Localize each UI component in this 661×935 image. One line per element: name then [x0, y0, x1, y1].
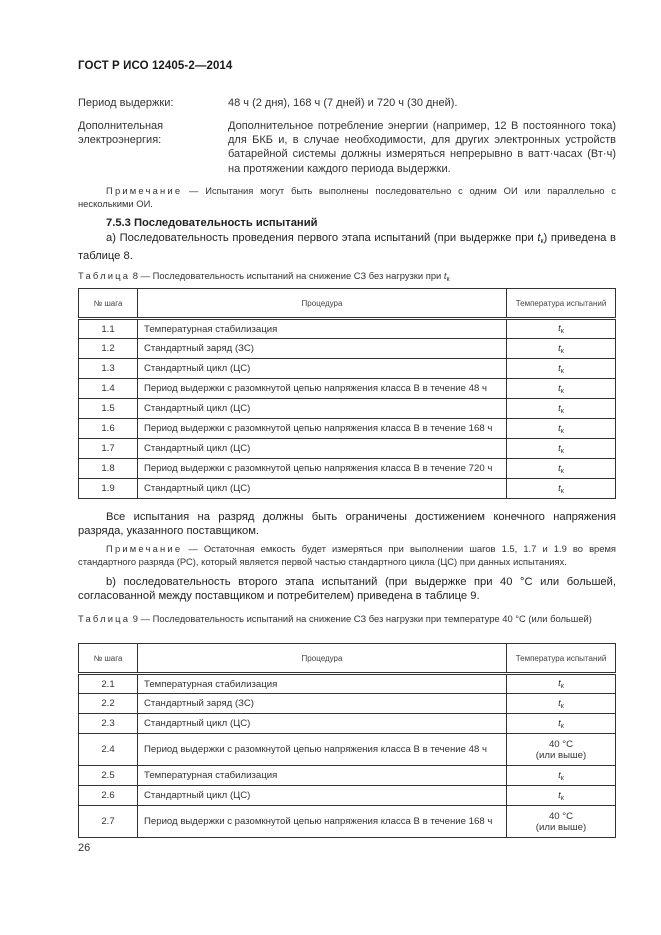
- t-symbol: t: [558, 342, 561, 354]
- procedure-cell: Стандартный цикл (ЦС): [138, 359, 507, 379]
- temp-cell: [507, 479, 616, 499]
- caption-label: Таблица: [78, 270, 131, 281]
- header-temperature: Температура испытаний: [507, 289, 616, 319]
- t-symbol: t: [558, 382, 561, 394]
- t-subscript: к: [560, 722, 564, 730]
- procedure-cell: Стандартный цикл (ЦС): [138, 439, 507, 459]
- procedure-cell: Стандартный заряд (ЗС): [138, 694, 507, 714]
- step-cell: 1.5: [79, 399, 138, 419]
- temp-cell: [507, 459, 616, 479]
- caption-text: — Последовательность испытаний на снижение СЗ без нагрузки при температуре 40 °С (или большей): [138, 613, 592, 624]
- t-subscript: к: [560, 702, 564, 710]
- temp-cell: [507, 806, 616, 838]
- temp-cell: [507, 786, 616, 806]
- t-symbol: t: [558, 769, 561, 781]
- note-residual-capacity: [78, 543, 616, 568]
- procedure-cell: Температурная стабилизация: [138, 319, 507, 339]
- note-text: — Остаточная емкость будет измеряться при выполнении шагов 1.5, 1.7 и 1.9 во время стандартного разряда (РС), который является первой частью стандартного цикла (ЦС) при данных испытаниях.: [78, 543, 616, 567]
- t-subscript: к: [540, 238, 544, 245]
- step-cell: 1.1: [79, 319, 138, 339]
- table-row: [79, 766, 616, 786]
- table-row: [79, 359, 616, 379]
- temp-cell: [507, 714, 616, 734]
- table-row: [79, 439, 616, 459]
- temp-cell: [507, 766, 616, 786]
- document-header: ГОСТ Р ИСО 12405-2—2014: [78, 60, 233, 72]
- temp-cell: [507, 399, 616, 419]
- t-subscript: к: [560, 347, 564, 355]
- temp-cell: [507, 419, 616, 439]
- temp-value: 40 °С: [548, 738, 574, 750]
- procedure-cell: Температурная стабилизация: [138, 766, 507, 786]
- t-subscript: к: [560, 683, 564, 690]
- definition-holding-period: [78, 96, 616, 112]
- procedure-cell: Период выдержки с разомкнутой цепью напряжения класса В в течение 48 ч: [138, 734, 507, 766]
- table-row: [79, 694, 616, 714]
- t-symbol: t: [558, 362, 561, 374]
- definition-additional-energy: [78, 119, 616, 179]
- t-subscript: к: [560, 427, 564, 435]
- table-row: [79, 806, 616, 838]
- table-header-row: [79, 289, 616, 319]
- definition-term: Период выдержки:: [78, 97, 174, 109]
- table-row: [79, 714, 616, 734]
- header-temperature: Температура испытаний: [507, 644, 616, 674]
- step-cell: 1.7: [79, 439, 138, 459]
- procedure-cell: Стандартный цикл (ЦС): [138, 479, 507, 499]
- temp-cell: [507, 734, 616, 766]
- t-subscript: к: [560, 447, 564, 455]
- step-cell: 1.9: [79, 479, 138, 499]
- t-symbol: t: [558, 323, 561, 334]
- t-symbol: t: [558, 462, 561, 474]
- t-subscript: к: [560, 794, 564, 802]
- procedure-cell: Температурная стабилизация: [138, 674, 507, 694]
- temp-value: 40 °С: [548, 810, 574, 822]
- header-procedure: Процедура: [138, 289, 507, 319]
- t-symbol: t: [558, 717, 561, 729]
- procedure-cell: Стандартный цикл (ЦС): [138, 714, 507, 734]
- step-cell: 2.1: [79, 674, 138, 694]
- caption-number: 8: [130, 270, 138, 281]
- definition-description: 48 ч (2 дня), 168 ч (7 дней) и 720 ч (30 дней).: [228, 97, 458, 109]
- step-cell: 2.7: [79, 806, 138, 838]
- header-procedure: Процедура: [138, 644, 507, 674]
- step-cell: 2.3: [79, 714, 138, 734]
- temp-cell: [507, 674, 616, 694]
- table-row: [79, 786, 616, 806]
- t-symbol: t: [537, 232, 541, 244]
- table9-caption: [78, 613, 616, 626]
- step-cell: 2.4: [79, 734, 138, 766]
- note-parallel-testing: [78, 185, 616, 210]
- t-subscript: к: [560, 487, 564, 495]
- temp-cell: [507, 339, 616, 359]
- table-row: [79, 339, 616, 359]
- step-cell: 1.2: [79, 339, 138, 359]
- paragraph-a-text: а) Последовательность проведения первого этапа испытаний (при выдержке при: [106, 232, 538, 244]
- t-symbol: t: [558, 678, 561, 689]
- paragraph-discharge-text: Все испытания на разряд должны быть ограничены достижением конечного напряжения разряда, указанного поставщиком.: [78, 511, 616, 537]
- note-text: — Испытания могут быть выполнены последовательно с одним ОИ или параллельно с несколькими ОИ.: [78, 185, 616, 209]
- procedure-cell: Стандартный цикл (ЦС): [138, 786, 507, 806]
- temp-cell: [507, 439, 616, 459]
- temp-qualifier: (или выше): [535, 821, 587, 833]
- t-symbol: t: [558, 697, 561, 709]
- table-row: [79, 419, 616, 439]
- caption-label: Таблица: [78, 613, 131, 624]
- step-cell: 1.3: [79, 359, 138, 379]
- definition-term: Дополнительная электроэнергия:: [78, 120, 164, 147]
- t-subscript: к: [560, 367, 564, 375]
- table-row: [79, 459, 616, 479]
- t-subscript: к: [560, 387, 564, 395]
- t-symbol: t: [558, 442, 561, 454]
- procedure-cell: Стандартный цикл (ЦС): [138, 399, 507, 419]
- table-row: [79, 734, 616, 766]
- temp-cell: [507, 694, 616, 714]
- temp-cell: [507, 379, 616, 399]
- table-row: [79, 674, 616, 694]
- paragraph-discharge: [78, 510, 616, 538]
- paragraph-a-text-end: ) приведена в таблице 8.: [78, 232, 616, 262]
- table-header-row: [79, 644, 616, 674]
- note-label: Примечание: [106, 543, 183, 554]
- step-cell: 2.6: [79, 786, 138, 806]
- table-row: [79, 399, 616, 419]
- table-row: [79, 379, 616, 399]
- procedure-cell: Период выдержки с разомкнутой цепью напряжения класса В в течение 720 ч: [138, 459, 507, 479]
- page-number: 26: [78, 842, 91, 854]
- t-symbol: t: [558, 789, 561, 801]
- procedure-cell: Период выдержки с разомкнутой цепью напряжения класса В в течение 168 ч: [138, 806, 507, 838]
- header-step: № шага: [79, 644, 138, 674]
- temp-cell: [507, 359, 616, 379]
- t-subscript: к: [560, 467, 564, 475]
- t-symbol: t: [443, 270, 447, 281]
- t-subscript: к: [560, 774, 564, 782]
- step-cell: 1.4: [79, 379, 138, 399]
- procedure-cell: Период выдержки с разомкнутой цепью напряжения класса В в течение 48 ч: [138, 379, 507, 399]
- step-cell: 1.6: [79, 419, 138, 439]
- definition-description: Дополнительное потребление энергии (например, 12 В постоянного тока) для БКБ и, в случае необходимости, для других электронных устройств батарейной системы должны измеряться непрерывно в ватт·часах (Вт·ч) на протяжении каждого периода выдержки.: [228, 120, 616, 175]
- paragraph-b-text: b) последовательность второго этапа испытаний (при выдержке при 40 °С или большей, согласованной между поставщиком и потребителем) приведена в таблице 9.: [78, 576, 616, 602]
- paragraph-b: [78, 575, 616, 603]
- step-cell: 1.8: [79, 459, 138, 479]
- table-row: [79, 319, 616, 339]
- step-cell: 2.2: [79, 694, 138, 714]
- procedure-cell: Стандартный заряд (ЗС): [138, 339, 507, 359]
- note-label: Примечание: [106, 185, 183, 196]
- t-subscript: к: [446, 276, 450, 283]
- table-9: [78, 643, 616, 838]
- temp-cell: [507, 319, 616, 339]
- t-subscript: к: [560, 328, 564, 335]
- section-heading: 7.5.3 Последовательность испытаний: [106, 217, 318, 229]
- step-cell: 2.5: [79, 766, 138, 786]
- t-symbol: t: [558, 482, 561, 494]
- paragraph-a: [78, 231, 616, 263]
- table-8: [78, 288, 616, 499]
- header-step: № шага: [79, 289, 138, 319]
- t-symbol: t: [558, 422, 561, 434]
- temp-qualifier: (или выше): [535, 749, 587, 761]
- table-row: [79, 479, 616, 499]
- table8-caption: [78, 270, 616, 287]
- caption-text: — Последовательность испытаний на снижение СЗ без нагрузки при: [138, 270, 444, 281]
- procedure-cell: Период выдержки с разомкнутой цепью напряжения класса В в течение 168 ч: [138, 419, 507, 439]
- t-subscript: к: [560, 407, 564, 415]
- t-symbol: t: [558, 402, 561, 414]
- caption-number: 9: [130, 613, 138, 624]
